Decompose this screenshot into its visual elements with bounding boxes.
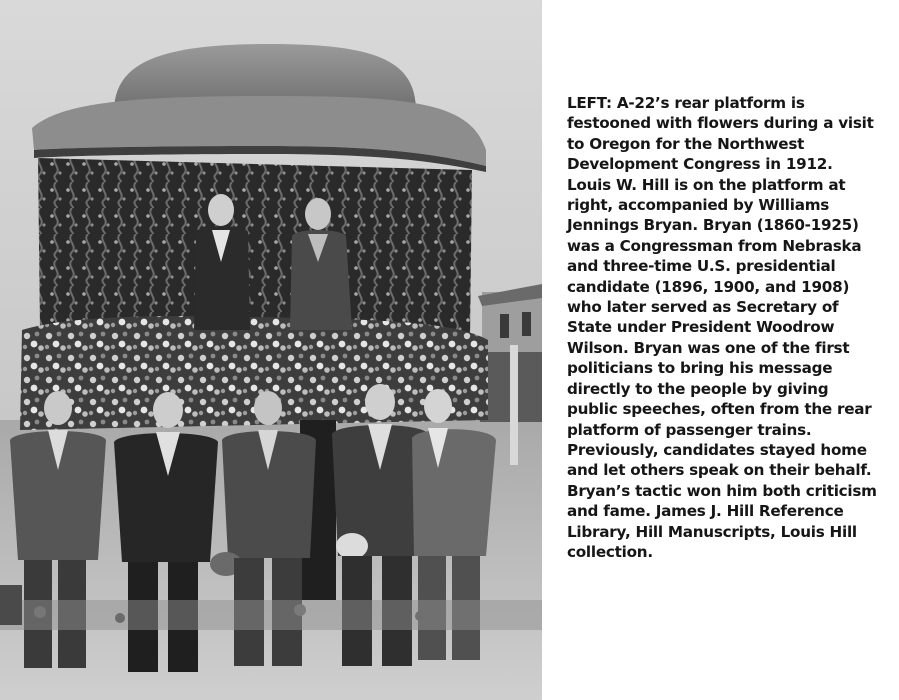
photo-caption: LEFT: A-22’s rear platform is festooned with flowers during a visit to Oregon for the Northwest Development Congress in 1912. Louis W. Hill is on the platform at right, accompanied by Williams Jennings Bryan. Bryan (1860-1925) was a Congressman from Nebraska and three-time U.S. presidential candidate (1896, 1900, and 1908) who later served as Secretary of State under President Woodrow Wilson. Bryan was one of the first politicians to bring his message directly to the people by giving public speeches, often from the rear platform of passenger trains. Previously, candidates stayed home and let others speak on their behalf. Bryan’s tactic won him both criticism and fame. James J. Hill Reference Library, Hill Manuscripts, Louis Hill collection. — [567, 94, 877, 561]
